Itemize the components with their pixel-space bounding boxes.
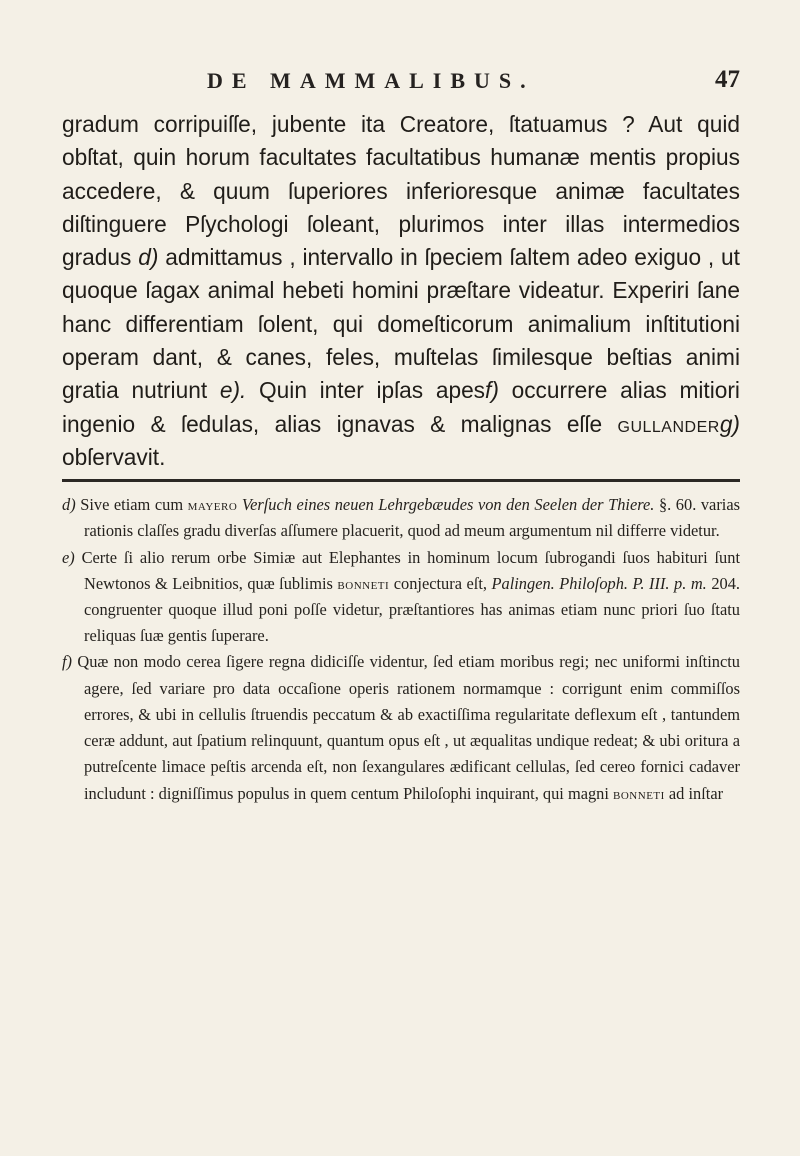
footnote-ref-f: f) [485,377,499,404]
author-name-gullander: gullander [617,410,720,437]
footnote-ref-d: d) [138,244,159,271]
footnote-f-text-2: ad inſtar [664,783,724,803]
running-title: DE MAMMALIBUS. [207,68,535,93]
footnotes [62,492,740,806]
footnote-d-text-2: §. 60. varias rationis claſſes gradu diverſas aſſumere placuerit, quod ad meum argumentum nil differre videtur. [84,495,740,541]
main-text-3: Quin inter ipſas apes [246,377,486,404]
main-text-4: occurrere alias mitiori ingenio & ſedulas, alias ignavas & malignas eſſe [62,377,740,437]
author-name-mayero: mayero [187,495,238,515]
footnote-ref-e: e). [219,377,247,404]
footnote-f-text-1: Quæ non modo cerea ſigere regna didiciſſe videntur, ſed etiam moribus regi; nec uniformi inſtinctu agere, ſed variare pro data occaſione operis rationem normamque : corrigunt enim commiſſos errores, & ubi in cellulis ſtruendis peccatum & ab exactiſſima regularitate deflexum eſt , tantundem ceræ addunt, aut ſpatium relinquunt, quantum opus eſt , ut æqualitas undique redeat; & ubi oritura a putreſcente limace peſtis arcenda eſt, non ſexangulares ædificant cellulas, ſed cereo fornici cadaver includunt : digniſſimus populus in quem centum Philoſophi inquirant, qui magni [72,652,740,803]
footnote-e [62,545,740,650]
author-name-bonneti: bonneti [337,573,390,593]
footnote-ref-g: g) [719,410,740,437]
footnote-mark-e: e) [62,547,75,567]
running-head [62,68,740,108]
footnote-mark-f: f) [62,652,73,672]
author-name-bonneti-2: bonneti [613,783,665,803]
cited-work-palingenesie: Palingen. Philoſoph. P. III. p. m. [491,573,707,593]
main-paragraph [62,108,740,474]
footnote-e-text-2: conjectura eſt, [389,573,492,593]
footnote-e-text-3: 204. congruenter quoque illud poni poſſe videtur, præſtantiores has animas etiam nunc priori ſuo ſtatu reliquas ſuæ gentis ſuperare. [84,573,740,646]
page-number: 47 [715,66,740,93]
main-text-5: obſervavit. [62,443,166,470]
footnote-mark-d: d) [62,495,76,515]
main-text-1: gradum corripuiſſe, jubente ita Creatore, ſtatuamus ? Aut quid obſtat, quin horum facultates facultatibus humanæ mentis propius accedere, & quum ſuperiores inferioresque animæ facultates diſtinguere Pſychologi ſoleant, plurimos inter illas intermedios gradus [62,111,740,271]
footnote-e-text-1: Certe ſi alio rerum orbe Simiæ aut Elephantes in hominum locum ſubrogandi ſuos habituri ſunt Newtonos & Leibnitios, quæ ſublimis [74,547,740,593]
footnote-d [62,492,740,544]
footnote-d-text-1: Sive etiam cum [75,495,188,515]
footnote-f [62,649,740,806]
main-text-2: admittamus , intervallo in ſpeciem ſaltem adeo exiguo , ut quoque ſagax animal hebeti homini præſtare videatur. Experiri ſane hanc differentiam ſolent, qui domeſticorum animalium inſtitutioni operam dant, & canes, feles, muſtelas ſimilesque beſtias animi gratia nutriunt [62,244,740,404]
footnote-divider [62,479,740,482]
cited-work-mayer: Verſuch eines neuen Lehrgebæudes von den Seelen der Thiere. [241,495,655,515]
